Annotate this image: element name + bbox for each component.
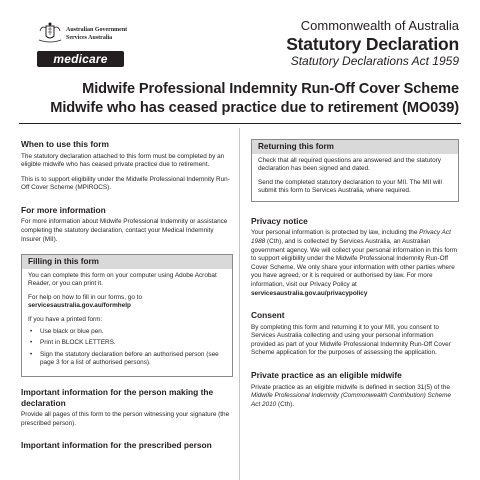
returning-text-2: Send the completed statutory declaration to your MII. The MII will submit this form to Services Australia, where required. [258,178,442,195]
filling-box [21,254,233,377]
scheme-act-name: Midwife Professional Indemnity (Commonwealth Contribution) Scheme Act 2010 [251,392,451,408]
privacy-text-b: (Cth), and is collected by Services Australia, an Australian government agency. We will collect your personal information in this form to support eligibility under the Midwife Professional Indemnity Run-Off Cover Scheme. We only share your information with other parties where you have agreed, or it is required or authorised by law. For more information, visit our Privacy Policy at [251,237,458,288]
privacy-act-name: Privacy Act 1988 [251,229,451,245]
list-item: • Print in BLOCK LETTERS. [28,339,226,348]
important-declaration-heading: Important information for the person making the declaration [21,387,214,408]
form-title: Midwife Professional Indemnity Run-Off Cover Scheme [82,81,459,97]
returning-heading: Returning this form [252,140,458,154]
important-prescribed-heading: Important information for the prescribed person [21,440,212,451]
privacy-heading: Privacy notice [251,215,308,226]
consent-heading: Consent [251,310,285,321]
right-column [251,139,459,415]
formhelp-intro: For help on how to fill in our forms, go to [28,293,143,301]
column-divider [239,128,240,480]
returning-text-1: Check that all required questions are answered and the statutory declaration has been signed and dated. [258,156,441,173]
form-subtitle: Midwife who has ceased practice due to retirement (MO039) [50,100,459,116]
government-name: Australian Government [66,27,128,33]
left-column [21,139,233,454]
important-declaration-text: Provide all pages of this form to the person witnessing your signature (the prescribed person). [21,411,230,427]
when-text-2: This is to support eligibility under the Midwife Professional Indemnity Run-Off Cover Scheme (MPIROCS). [21,175,230,192]
act-reference: Statutory Declarations Act 1959 [290,54,459,68]
private-practice-text [251,384,459,410]
filling-text-2 [28,294,226,311]
more-info-text: For more information about Midwife Professional Indemnity or assistance completing the statutory declaration, contact your Medical Indemnity Insurer (MII). [21,218,228,243]
more-info-heading: For more information [21,204,106,215]
document-type: Statutory Declaration [286,34,459,54]
medicare-logo: medicare [37,51,124,67]
agency-name: Services Australia [66,35,113,41]
returning-box [251,139,459,202]
private-practice-text-a: Private practice as an eligible midwife is defined in section 31(5) of the [251,383,450,391]
privacy-text [251,229,459,298]
formhelp-link[interactable]: servicesaustralia.gov.au/formhelp [28,302,131,310]
privacy-policy-link[interactable]: servicesaustralia.gov.au/privacypolicy [251,289,368,297]
filling-bullets [28,328,226,368]
filling-text-1: You can complete this form on your computer using Adobe Acrobat Reader, or you can print it. [28,271,217,288]
consent-text: By completing this form and returning it to your MII, you consent to Services Australia collecting and using your personal information provided as part of your Midwife Professional Indemnity Run-Off Cover Scheme application for the purposes of assessing the application. [251,323,451,357]
filling-heading: Filling in this form [22,255,232,269]
list-item: • Use black or blue pen. [28,328,226,337]
commonwealth-label: Commonwealth of Australia [300,18,459,33]
private-practice-text-b: (Cth). [278,400,294,408]
privacy-text-a: Your personal information is protected by law, including the [251,229,418,237]
coat-of-arms-icon [37,22,63,44]
filling-text-3: If you have a printed form: [28,316,103,324]
list-item: • Sign the statutory declaration before an authorised person (see page 3 for a list of authorised persons). [28,351,226,368]
header-rule [19,123,461,124]
when-heading: When to use this form [21,139,109,149]
private-practice-heading: Private practice as an eligible midwife [251,370,402,380]
when-text-1: The statutory declaration attached to this form must be completed by an eligible midwife who has ceased private practice due to retirement. [21,152,225,169]
